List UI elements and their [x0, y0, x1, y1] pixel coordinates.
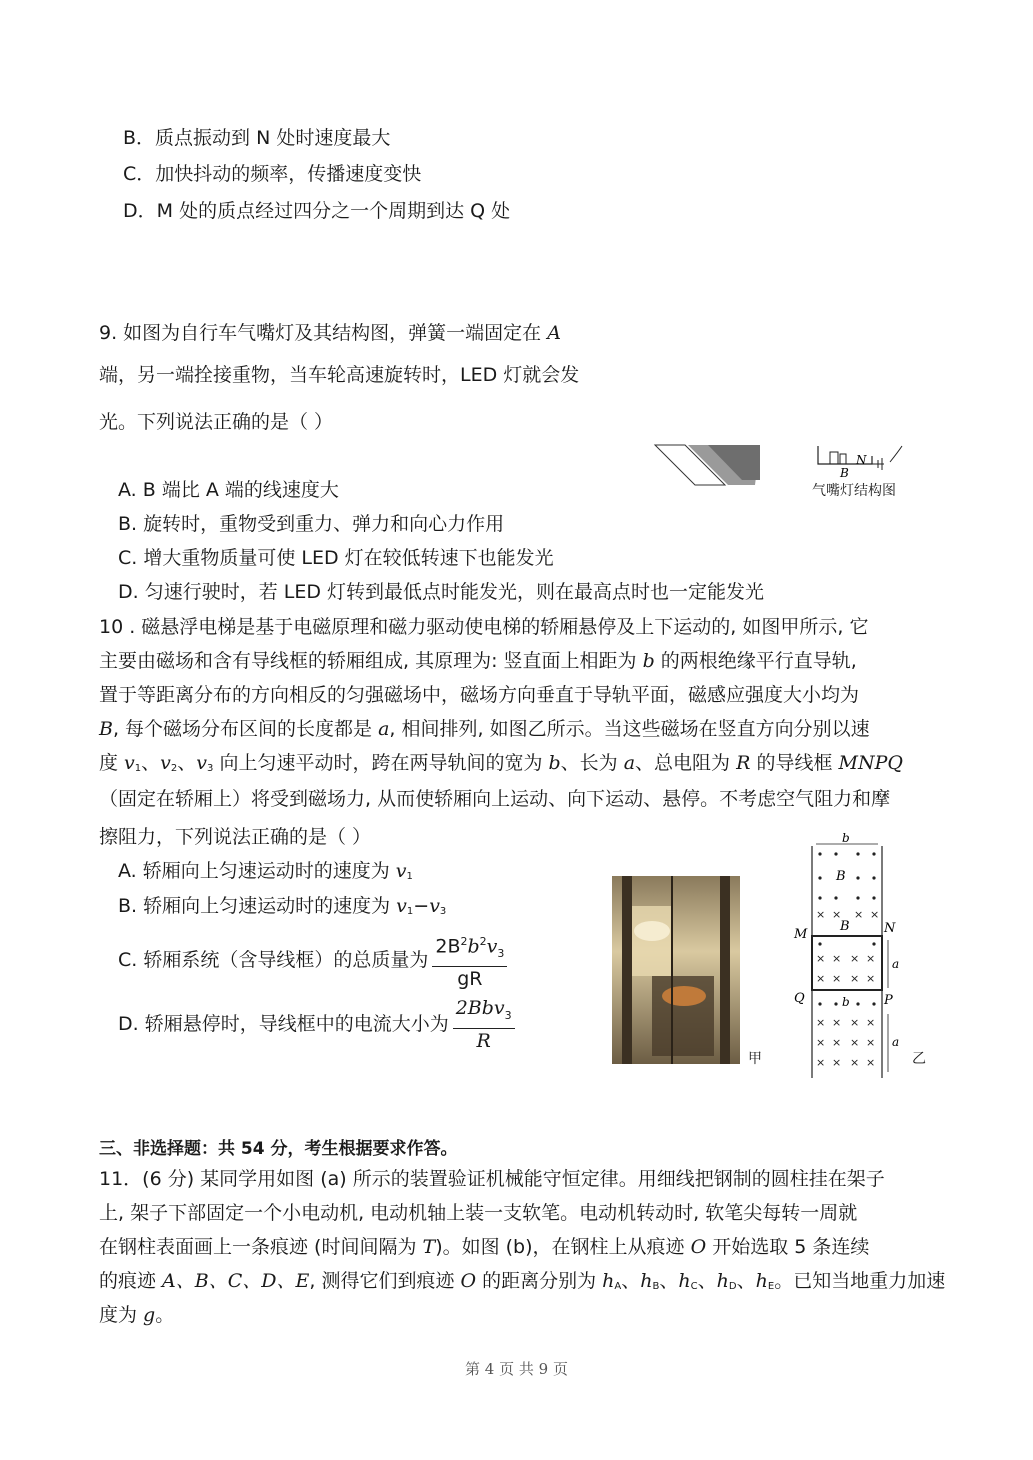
q10-option-a: A. 轿厢向上匀速运动时的速度为 $v_1$	[118, 860, 413, 882]
q10-option-d-fraction: $\frac{2Bbv_3}{R}$	[453, 996, 515, 1053]
q10-stem-line3: 置于等距离分布的方向相反的匀强磁场中，磁场方向垂直于导轨平面，磁感应强度大小均为	[99, 684, 860, 706]
q11-stem-line5: 度为 g。	[99, 1304, 175, 1326]
svg-text:×: ×	[816, 908, 826, 921]
svg-text:×: ×	[832, 1056, 842, 1069]
q8-option-c: C．加快抖动的频率，传播速度变快	[123, 163, 422, 185]
valve-light-photo	[650, 440, 770, 490]
q10-option-b: B. 轿厢向上匀速运动时的速度为 $v_1-v_3$	[118, 895, 447, 917]
svg-text:×: ×	[854, 908, 864, 921]
svg-text:×: ×	[816, 1016, 826, 1029]
svg-text:×: ×	[866, 1056, 876, 1069]
q10-stem-line7: 擦阻力，下列说法正确的是（ ）	[99, 826, 372, 848]
svg-text:×: ×	[850, 952, 860, 965]
svg-text:×: ×	[850, 1036, 860, 1049]
svg-text:×: ×	[832, 1016, 842, 1029]
q9-stem-line1: 9. 如图为自行车气嘴灯及其结构图，弹簧一端固定在 A	[99, 322, 561, 344]
valve-light-structure-diagram	[812, 444, 912, 482]
valve-figure-caption: 气嘴灯结构图	[812, 483, 896, 499]
q10-option-c: C. 轿厢系统（含导线框）的总质量为 $\frac{2B^2b^2v_3}{gR}$	[118, 930, 507, 991]
elevator-photo	[612, 876, 740, 1064]
page-footer: 第 4 页 共 9 页	[465, 1360, 568, 1378]
svg-text:×: ×	[832, 1036, 842, 1049]
svg-text:×: ×	[850, 1016, 860, 1029]
svg-text:×: ×	[816, 1056, 826, 1069]
valve-label-n: N	[856, 453, 867, 467]
svg-text:×: ×	[832, 972, 842, 985]
magnetic-field-diagram	[790, 832, 910, 1080]
q9-option-c: C. 增大重物质量可使 LED 灯在较低转速下也能发光	[118, 547, 554, 569]
svg-text:×: ×	[832, 908, 842, 921]
q10-option-d: D. 轿厢悬停时，导线框中的电流大小为 $\frac{2Bbv_3}{R}$	[118, 996, 515, 1053]
section3-title: 三、非选择题：共 54 分，考生根据要求作答。	[99, 1139, 458, 1159]
q11-stem-line2: 上, 架子下部固定一个小电动机, 电动机轴上装一支软笔。电动机转动时, 软笔尖每转一周就	[99, 1202, 858, 1224]
figure-yi-label: 乙	[912, 1051, 926, 1067]
q9-stem-line2: 端，另一端拴接重物，当车轮高速旋转时，LED 灯就会发	[99, 364, 580, 386]
svg-text:×: ×	[850, 972, 860, 985]
q10-option-c-fraction: $\frac{2B^2b^2v_3}{gR}$	[432, 930, 507, 991]
q8-option-b: B．质点振动到 N 处时速度最大	[123, 127, 391, 149]
q10-stem-line2: 主要由磁场和含有导线框的轿厢组成, 其原理为: 竖直面上相距为 b 的两根绝缘平行直导轨,	[99, 650, 857, 672]
svg-text:×: ×	[870, 908, 880, 921]
dim-b-top: b	[842, 832, 850, 845]
svg-text:×: ×	[816, 952, 826, 965]
svg-text:×: ×	[850, 1056, 860, 1069]
svg-text:×: ×	[866, 972, 876, 985]
q11-stem-line1: 11．(6 分) 某同学用如图 (a) 所示的装置验证机械能守恒定律。用细线把钢制的圆柱挂在架子	[99, 1168, 885, 1190]
q10-stem-line1: 10 . 磁悬浮电梯是基于电磁原理和磁力驱动使电梯的轿厢悬停及上下运动的, 如图甲所示, 它	[99, 616, 869, 638]
dim-b-middle: b	[842, 995, 850, 1009]
q11-stem-line3: 在钢柱表面画上一条痕迹 (时间间隔为 T)。如图 (b)，在钢柱上从痕迹 O 开始选取 5 条连续	[99, 1236, 870, 1258]
field-label-b-out: B	[836, 869, 846, 884]
q10-stem-line5: 度 $v_1$、$v_2$、$v_3$ 向上匀速平动时，跨在两导轨间的宽为 b、长为 a、总电阻为 R 的导线框 MNPQ	[99, 752, 903, 774]
field-label-b-in: B	[840, 919, 850, 934]
valve-label-b: B	[840, 466, 849, 480]
q9-option-b: B. 旋转时，重物受到重力、弹力和向心力作用	[118, 513, 505, 535]
svg-text:×: ×	[816, 972, 826, 985]
frame-label-q: Q	[794, 991, 805, 1006]
frame-label-p: P	[884, 993, 893, 1008]
dim-a-upper: a	[892, 957, 900, 971]
svg-text:×: ×	[866, 1036, 876, 1049]
frame-label-n: N	[884, 921, 896, 936]
q9-stem-line3: 光。下列说法正确的是（ ）	[99, 411, 334, 433]
svg-text:×: ×	[866, 1016, 876, 1029]
q9-option-a: A. B 端比 A 端的线速度大	[118, 479, 339, 501]
dim-a-lower: a	[892, 1035, 900, 1049]
q9-option-d: D. 匀速行驶时，若 LED 灯转到最低点时能发光，则在最高点时也一定能发光	[118, 581, 765, 603]
frame-label-m: M	[794, 927, 808, 942]
q10-stem-line4: B, 每个磁场分布区间的长度都是 a, 相间排列, 如图乙所示。当这些磁场在竖直方向分别以速	[99, 718, 870, 740]
figure-jia-label: 甲	[748, 1051, 762, 1067]
svg-text:×: ×	[816, 1036, 826, 1049]
q10-stem-line6: （固定在轿厢上）将受到磁场力, 从而使轿厢向上运动、向下运动、悬停。不考虑空气阻力和摩	[99, 788, 891, 810]
svg-text:×: ×	[832, 952, 842, 965]
svg-text:×: ×	[866, 952, 876, 965]
q11-stem-line4: 的痕迹 A、B、C、D、E, 测得它们到痕迹 O 的距离分别为 $h_A$、$h_B$、$h_C$、$h_D$、$h_E$。已知当地重力加速	[99, 1270, 946, 1292]
q8-option-d: D．M 处的质点经过四分之一个周期到达 Q 处	[123, 200, 511, 222]
